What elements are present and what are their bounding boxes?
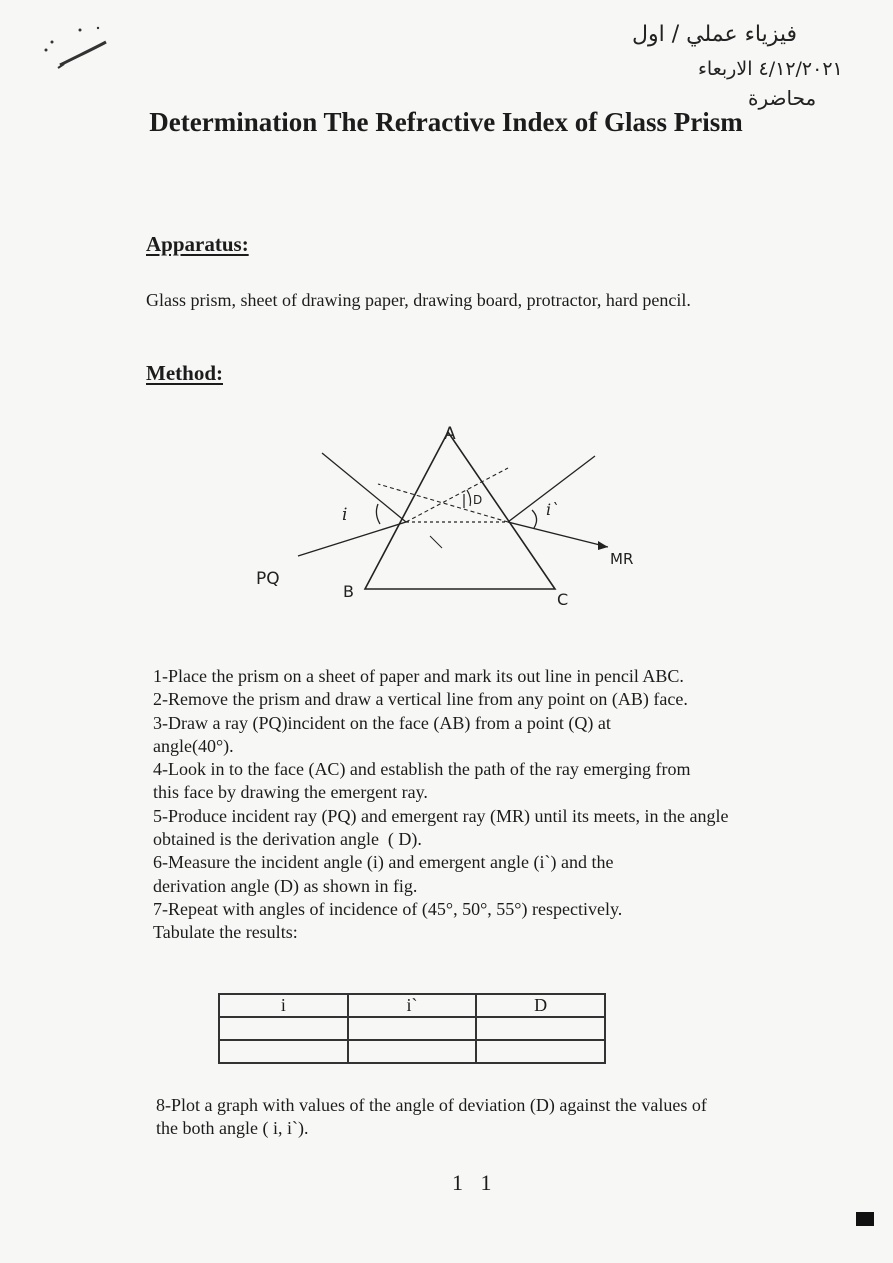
emergent-ray-produced — [378, 484, 508, 522]
prism-inner-mark — [430, 536, 442, 548]
deviation-angle-arc — [467, 490, 471, 506]
method-heading: Method: — [146, 361, 223, 385]
emergent-ray-arrowhead — [598, 541, 608, 550]
table-header-i-prime: i` — [348, 994, 477, 1017]
step-7: 7-Repeat with angles of incidence of (45°, 50°, 55°) respectively. — [153, 898, 623, 919]
step-3: 3-Draw a ray (PQ)incident on the face (AB) from a point (Q) at angle(40°). — [153, 712, 616, 756]
incident-ray-produced — [406, 468, 508, 522]
table-cell — [476, 1040, 605, 1063]
table-cell — [219, 1017, 348, 1040]
results-table — [218, 993, 606, 1064]
table-row — [219, 1040, 605, 1063]
handwritten-note-date: ٤/١٢/٢٠٢١ الاربعاء — [698, 58, 843, 80]
incident-ray — [298, 522, 406, 556]
incident-angle-arc — [376, 504, 380, 524]
step-8: 8-Plot a graph with values of the angle of deviation (D) against the values of the both angle ( i, i`). — [156, 1095, 707, 1138]
label-base-C: C — [557, 590, 569, 609]
table-cell — [476, 1017, 605, 1040]
method-steps — [153, 665, 753, 945]
incident-normal-line — [322, 453, 406, 522]
label-deviation-D: D — [473, 493, 483, 507]
page-title: Determination The Refractive Index of Glass Prism — [149, 107, 743, 137]
table-header-row — [219, 994, 605, 1017]
table-cell — [219, 1040, 348, 1063]
tabulate-instruction: Tabulate the results: — [153, 922, 298, 943]
table-header-i: i — [219, 994, 348, 1017]
apparatus-heading: Apparatus: — [146, 232, 249, 256]
handwritten-note-course: فيزياء عملي / اول — [632, 22, 798, 47]
prism-outline — [365, 432, 555, 589]
handwritten-note-lecture: محاضرة — [748, 86, 817, 110]
apparatus-text: Glass prism, sheet of drawing paper, drawing board, protractor, hard pencil. — [146, 290, 691, 310]
page-number: 1 1 — [452, 1170, 498, 1195]
label-incident-ray-PQ: PQ — [256, 569, 280, 589]
table-cell — [348, 1040, 477, 1063]
pen-scribble-mark — [40, 20, 120, 80]
emergent-angle-arc — [532, 510, 537, 528]
label-apex-A: A — [444, 424, 456, 444]
table-row — [219, 1017, 605, 1040]
step-1: 1-Place the prism on a sheet of paper and mark its out line in pencil ABC. — [153, 666, 684, 686]
step-4: 4-Look in to the face (AC) and establish the path of the ray emerging from this face by drawing the emergent ray. — [153, 759, 696, 803]
step-5: 5-Produce incident ray (PQ) and emergent ray (MR) until its meets, in the angle obtained is the derivation angle ( D). — [153, 805, 734, 850]
label-incident-angle-i: i — [342, 505, 348, 525]
step-6: 6-Measure the incident angle (i) and emergent angle (i`) and the derivation angle (D) as shown in fig. — [153, 852, 618, 896]
step-2: 2-Remove the prism and draw a vertical line from any point on (AB) face. — [153, 689, 688, 710]
label-emergent-angle-i-prime: i` — [546, 500, 560, 519]
table-header-D: D — [476, 994, 605, 1017]
scan-edge-mark — [856, 1212, 874, 1226]
prism-diagram — [230, 412, 670, 612]
table-cell — [348, 1017, 477, 1040]
label-emergent-ray-MR: MR — [610, 550, 634, 568]
label-base-B: B — [343, 582, 354, 601]
